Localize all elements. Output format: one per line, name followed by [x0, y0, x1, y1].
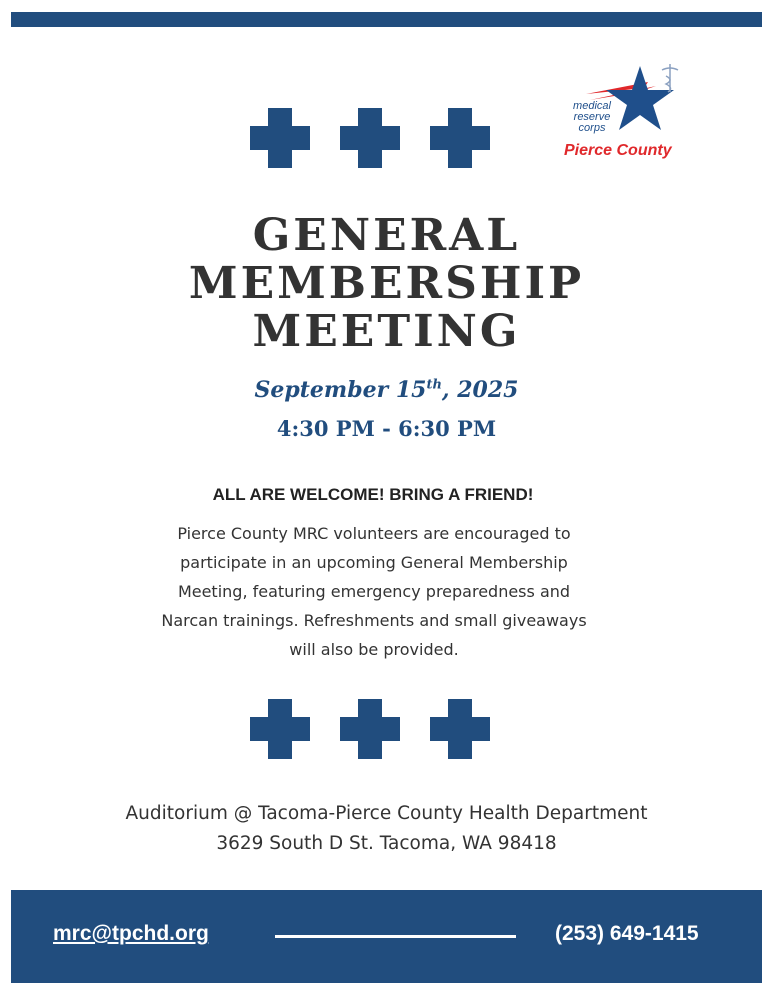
- title-line-2: MEMBERSHIP: [188, 258, 585, 309]
- caduceus-icon: [662, 64, 678, 92]
- medical-cross-icon: [250, 108, 310, 168]
- welcome-heading: ALL ARE WELCOME! BRING A FRIEND!: [212, 485, 534, 504]
- date-suffix: th: [426, 377, 442, 393]
- cross-row-bottom: [250, 699, 490, 759]
- logo-line-2: reserve: [573, 111, 611, 123]
- title-line-3: MEETING: [252, 306, 521, 357]
- email-link[interactable]: mrc@tpchd.org: [53, 922, 209, 945]
- location-line-1: Auditorium @ Tacoma-Pierce County Health Department: [125, 803, 648, 824]
- event-location: [0, 799, 773, 859]
- date-main: September 15: [254, 377, 427, 403]
- event-date: [0, 377, 773, 403]
- medical-cross-icon: [340, 699, 400, 759]
- logo-wordmark: [562, 101, 622, 134]
- date-year: , 2025: [441, 377, 519, 403]
- logo-county: Pierce County: [564, 142, 672, 159]
- event-time: 4:30 PM - 6:30 PM: [276, 416, 497, 441]
- event-description: Pierce County MRC volunteers are encouraged to participate in an upcoming General Membership Meeting, featuring emergency preparedness and Narcan trainings. Refreshments and small giveaways will also be provided.: [161, 524, 587, 659]
- logo-line-3: corps: [578, 122, 606, 134]
- page-title: [0, 212, 773, 356]
- medical-cross-icon: [430, 699, 490, 759]
- location-line-2: 3629 South D St. Tacoma, WA 98418: [216, 833, 557, 854]
- top-accent-bar: [11, 12, 762, 27]
- logo-line-1: medical: [573, 100, 611, 112]
- footer-divider: [275, 935, 516, 938]
- medical-cross-icon: [250, 699, 310, 759]
- cross-row-top: [250, 108, 490, 168]
- phone-number: (253) 649-1415: [555, 922, 699, 945]
- medical-cross-icon: [430, 108, 490, 168]
- medical-cross-icon: [340, 108, 400, 168]
- title-line-1: GENERAL: [252, 210, 521, 261]
- contact-footer: [11, 890, 762, 983]
- mrc-logo: [558, 62, 693, 162]
